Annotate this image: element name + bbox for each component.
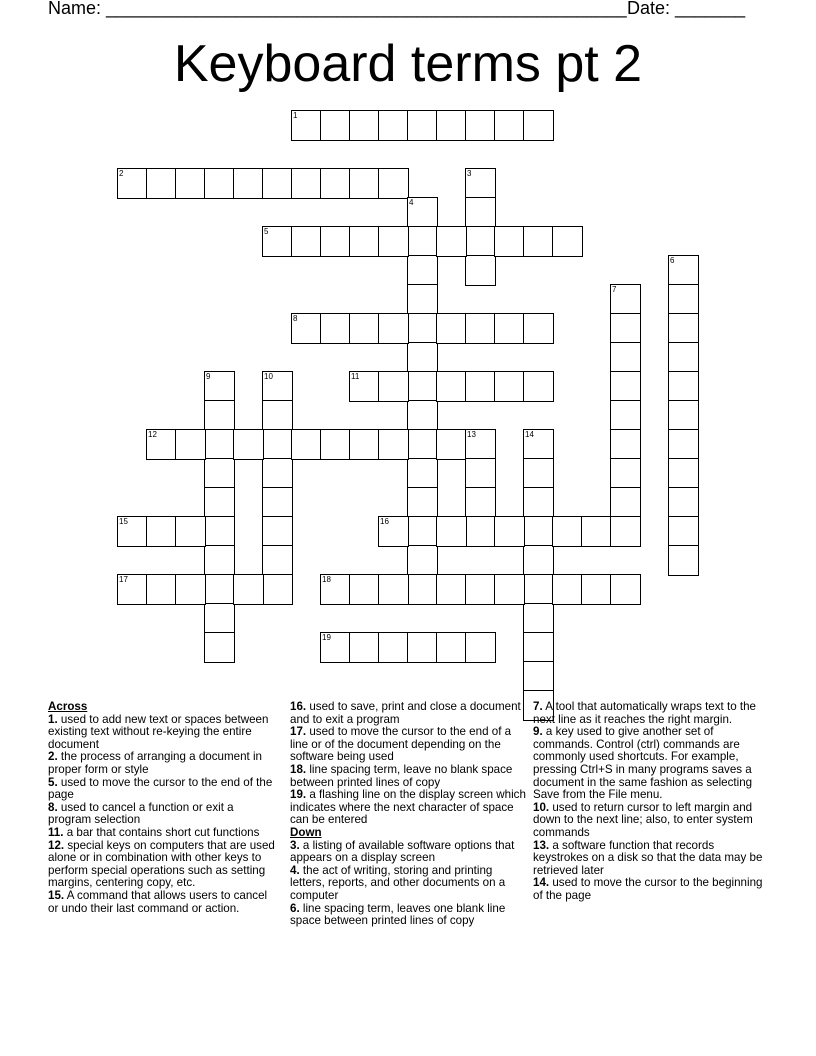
crossword-cell[interactable]: [349, 429, 380, 460]
crossword-cell[interactable]: [204, 371, 235, 402]
crossword-cell[interactable]: [233, 429, 264, 460]
crossword-cell[interactable]: [465, 632, 496, 663]
crossword-cell[interactable]: [262, 429, 293, 460]
crossword-cell[interactable]: [436, 313, 467, 344]
crossword-cell[interactable]: [523, 313, 554, 344]
clue-number: 7: [612, 285, 617, 294]
clue-item: [48, 890, 280, 915]
clue-item-text: A tool that automatically wraps text to the next line as it reaches the right margin.: [533, 700, 756, 726]
crossword-cell[interactable]: [146, 429, 177, 460]
clue-item-number: 5.: [48, 775, 58, 789]
clue-item-text: a listing of available software options that appears on a display screen: [290, 838, 515, 865]
crossword-cell[interactable]: [465, 255, 496, 286]
clue-number: 15: [119, 517, 128, 526]
crossword-cell[interactable]: [436, 226, 467, 257]
clue-item-text: a flashing line on the display screen which indicates where the next character of space can be entered: [290, 788, 526, 827]
clue-item: [290, 865, 528, 903]
clue-item: [533, 802, 771, 840]
crossword-cell[interactable]: [523, 545, 554, 576]
crossword-cell[interactable]: [378, 226, 409, 257]
clue-item-number: 12.: [48, 838, 65, 852]
clue-item-number: 2.: [48, 750, 58, 764]
crossword-cell[interactable]: [378, 313, 409, 344]
crossword-cell[interactable]: [610, 284, 641, 315]
clue-item-number: 11.: [48, 825, 64, 839]
clue-item-text: special keys on computers that are used alone or in combination with other keys to perform special operations such as setting margins, centering copy, etc.: [48, 838, 275, 890]
crossword-cell[interactable]: [175, 574, 206, 605]
crossword-cell[interactable]: [262, 226, 293, 257]
crossword-cell[interactable]: [117, 574, 148, 605]
crossword-cell[interactable]: [610, 429, 641, 460]
crossword-cell[interactable]: [262, 516, 293, 547]
crossword-cell[interactable]: [291, 226, 322, 257]
clue-item-number: 13.: [533, 838, 550, 852]
clue-number: 17: [119, 575, 128, 584]
clue-item-number: 18.: [290, 762, 307, 776]
clue-item-text: used to cancel a function or exit a program selection: [48, 800, 234, 827]
crossword-cell[interactable]: [407, 516, 438, 547]
clue-item-number: 3.: [290, 838, 300, 852]
crossword-cell[interactable]: [610, 458, 641, 489]
crossword-cell[interactable]: [523, 661, 554, 692]
crossword-cell[interactable]: [668, 545, 699, 576]
crossword-cell[interactable]: [378, 632, 409, 663]
clue-item-number: 7.: [533, 700, 543, 713]
crossword-cell[interactable]: [349, 632, 380, 663]
crossword-cell[interactable]: [465, 458, 496, 489]
clue-number: 11: [351, 372, 360, 381]
page-title: Keyboard terms pt 2: [173, 35, 643, 93]
clue-item-text: used to return cursor to left margin and down to the next line; also, to enter system commands: [533, 800, 753, 839]
crossword-cell[interactable]: [204, 168, 235, 199]
crossword-cell[interactable]: [610, 371, 641, 402]
crossword-cell[interactable]: [407, 226, 438, 257]
down-heading: Down: [290, 825, 322, 839]
crossword-cell[interactable]: [407, 284, 438, 315]
clue-item: [290, 764, 528, 789]
clue-item: [533, 840, 771, 878]
clue-item-text: the process of arranging a document in proper form or style: [48, 750, 262, 776]
crossword-cell[interactable]: [146, 574, 177, 605]
crossword-cell[interactable]: [552, 516, 583, 547]
clue-number: 2: [119, 169, 124, 178]
clue-item-text: a bar that contains short cut functions: [66, 825, 260, 839]
crossword-cell[interactable]: [668, 429, 699, 460]
crossword-cell[interactable]: [262, 371, 293, 402]
clue-number: 3: [467, 169, 472, 178]
crossword-cell[interactable]: [407, 458, 438, 489]
crossword-cell[interactable]: [465, 429, 496, 460]
clue-item-number: 15.: [48, 888, 65, 902]
crossword-cell[interactable]: [465, 574, 496, 605]
crossword-cell[interactable]: [320, 226, 351, 257]
crossword-cell[interactable]: [494, 226, 525, 257]
crossword-cell[interactable]: [523, 632, 554, 663]
crossword-cell[interactable]: [407, 574, 438, 605]
clue-item-number: 19.: [290, 788, 307, 802]
clue-item-number: 6.: [290, 901, 300, 915]
crossword-cell[interactable]: [262, 400, 293, 431]
clue-number: 1: [293, 111, 298, 120]
crossword-cell[interactable]: [407, 110, 438, 141]
name-field-label: Name: ____________________________________________________: [48, 0, 627, 18]
crossword-cell[interactable]: [465, 371, 496, 402]
crossword-cell[interactable]: [233, 574, 264, 605]
crossword-cell[interactable]: [291, 429, 322, 460]
crossword-cell[interactable]: [436, 574, 467, 605]
crossword-cell[interactable]: [204, 603, 235, 634]
clue-item: [48, 802, 280, 827]
clue-item-number: 10.: [533, 800, 550, 814]
crossword-cell[interactable]: [378, 574, 409, 605]
crossword-cell[interactable]: [610, 342, 641, 373]
crossword-cell[interactable]: [581, 574, 612, 605]
crossword-cell[interactable]: [494, 110, 525, 141]
crossword-cell[interactable]: [320, 313, 351, 344]
crossword-cell[interactable]: [436, 110, 467, 141]
crossword-cell[interactable]: [146, 168, 177, 199]
crossword-cell[interactable]: [610, 516, 641, 547]
crossword-cell[interactable]: [436, 371, 467, 402]
clue-item-number: 16.: [290, 700, 307, 713]
crossword-cell[interactable]: [117, 168, 148, 199]
clue-item: [48, 777, 280, 802]
crossword-cell[interactable]: [407, 429, 438, 460]
crossword-cell[interactable]: [407, 632, 438, 663]
crossword-cell[interactable]: [349, 168, 380, 199]
crossword-cell[interactable]: [262, 545, 293, 576]
clue-item-number: 8.: [48, 800, 58, 814]
clue-item: [290, 789, 528, 827]
crossword-cell[interactable]: [320, 429, 351, 460]
crossword-cell[interactable]: [349, 574, 380, 605]
clue-number: 6: [670, 256, 675, 265]
crossword-cell[interactable]: [349, 313, 380, 344]
crossword-cell[interactable]: [320, 110, 351, 141]
date-field-label: Date: _______: [627, 0, 746, 18]
clue-item-number: 14.: [533, 876, 550, 890]
crossword-cell[interactable]: [204, 632, 235, 663]
clue-item: [533, 877, 771, 902]
crossword-cell[interactable]: [320, 574, 351, 605]
crossword-cell[interactable]: [204, 487, 235, 518]
crossword-cell[interactable]: [523, 458, 554, 489]
clues-column-1: [48, 701, 280, 915]
clue-item-text: the act of writing, storing and printing letters, reports, and other documents on a computer: [290, 863, 506, 902]
crossword-cell[interactable]: [204, 545, 235, 576]
crossword-cell[interactable]: [465, 313, 496, 344]
clue-number: 14: [525, 430, 534, 439]
clue-item: [290, 903, 528, 928]
crossword-cell[interactable]: [436, 429, 467, 460]
across-heading: Across: [48, 700, 88, 713]
crossword-cell[interactable]: [262, 458, 293, 489]
crossword-cell[interactable]: [523, 371, 554, 402]
clues-column-3: [533, 701, 771, 903]
clue-number: 12: [148, 430, 157, 439]
crossword-cell[interactable]: [523, 226, 554, 257]
crossword-cell[interactable]: [320, 168, 351, 199]
crossword-cell[interactable]: [465, 168, 496, 199]
crossword-cell[interactable]: [349, 226, 380, 257]
clue-item-text: line spacing term, leave no blank space between printed lines of copy: [290, 762, 513, 789]
crossword-cell[interactable]: [523, 603, 554, 634]
crossword-cell[interactable]: [523, 487, 554, 518]
crossword-cell[interactable]: [349, 110, 380, 141]
crossword-cell[interactable]: [407, 400, 438, 431]
crossword-cell[interactable]: [378, 110, 409, 141]
crossword-cell[interactable]: [204, 429, 235, 460]
crossword-cell[interactable]: [407, 487, 438, 518]
crossword-cell[interactable]: [407, 342, 438, 373]
crossword-cell[interactable]: [668, 371, 699, 402]
clue-item-text: used to move the cursor to the end of a line or of the document depending on the software being used: [290, 725, 512, 764]
clue-item-text: used to add new text or spaces between existing text without re-keying the entire document: [48, 712, 269, 751]
crossword-cell[interactable]: [204, 458, 235, 489]
crossword-cell[interactable]: [291, 313, 322, 344]
crossword-cell[interactable]: [465, 516, 496, 547]
crossword-cell[interactable]: [436, 516, 467, 547]
crossword-cell[interactable]: [320, 632, 351, 663]
crossword-cell[interactable]: [407, 255, 438, 286]
crossword-cell[interactable]: [494, 371, 525, 402]
crossword-cell[interactable]: [378, 371, 409, 402]
clue-item-text: A command that allows users to cancel or undo their last command or action.: [48, 888, 268, 915]
clue-item: [48, 714, 280, 752]
clue-item-text: used to save, print and close a document and to exit a program: [290, 700, 521, 726]
clue-item: [48, 751, 280, 776]
crossword-cell[interactable]: [407, 313, 438, 344]
crossword-cell[interactable]: [668, 342, 699, 373]
crossword-cell[interactable]: [262, 574, 293, 605]
crossword-cell[interactable]: [610, 400, 641, 431]
clue-item-text: a key used to give another set of commands. Control (ctrl) commands are commonly used shortcuts. For example, pressing Ctrl+S in many programs saves a document in the same fashion as selecting Save from the File menu.: [533, 725, 753, 802]
clue-number: 8: [293, 314, 298, 323]
crossword-cell[interactable]: [204, 574, 235, 605]
clue-item: [290, 701, 528, 726]
crossword-cell[interactable]: [668, 487, 699, 518]
crossword-cell[interactable]: [233, 168, 264, 199]
crossword-cell[interactable]: [175, 168, 206, 199]
crossword-cell[interactable]: [523, 574, 554, 605]
clue-number: 5: [264, 227, 269, 236]
clue-item-text: line spacing term, leaves one blank line space between printed lines of copy: [290, 901, 506, 928]
crossword-cell[interactable]: [523, 110, 554, 141]
crossword-cell[interactable]: [523, 516, 554, 547]
crossword-cell[interactable]: [610, 574, 641, 605]
crossword-cell[interactable]: [117, 516, 148, 547]
crossword-cell[interactable]: [494, 516, 525, 547]
crossword-cell[interactable]: [407, 197, 438, 228]
crossword-cell[interactable]: [523, 429, 554, 460]
crossword-cell[interactable]: [407, 545, 438, 576]
crossword-cell[interactable]: [465, 226, 496, 257]
clue-item: [48, 840, 280, 890]
clue-item: [533, 701, 771, 726]
crossword-cell[interactable]: [291, 168, 322, 199]
crossword-cell[interactable]: [610, 313, 641, 344]
clue-item: [290, 726, 528, 764]
crossword-cell[interactable]: [378, 516, 409, 547]
crossword-cell[interactable]: [204, 400, 235, 431]
clue-item-text: a software function that records keystrokes on a disk so that the data may be retrieved later: [533, 838, 763, 877]
clue-item-number: 4.: [290, 863, 300, 877]
clue-item: [533, 726, 771, 802]
clue-number: 13: [467, 430, 476, 439]
clue-number: 16: [380, 517, 389, 526]
crossword-cell[interactable]: [668, 516, 699, 547]
crossword-cell[interactable]: [465, 197, 496, 228]
crossword-cell[interactable]: [175, 429, 206, 460]
crossword-cell[interactable]: [175, 516, 206, 547]
crossword-cell[interactable]: [262, 168, 293, 199]
clue-number: 18: [322, 575, 331, 584]
crossword-cell[interactable]: [668, 400, 699, 431]
crossword-cell[interactable]: [436, 632, 467, 663]
clue-number: 19: [322, 633, 331, 642]
crossword-cell[interactable]: [407, 371, 438, 402]
crossword-cell[interactable]: [146, 516, 177, 547]
clue-item-number: 9.: [533, 725, 543, 739]
crossword-cell[interactable]: [494, 313, 525, 344]
crossword-cell[interactable]: [378, 168, 409, 199]
clue-item: [290, 840, 528, 865]
crossword-cell[interactable]: [552, 574, 583, 605]
clue-number: 10: [264, 372, 273, 381]
crossword-cell[interactable]: [668, 458, 699, 489]
crossword-cell[interactable]: [465, 487, 496, 518]
crossword-cell[interactable]: [262, 487, 293, 518]
clue-item-number: 17.: [290, 725, 307, 739]
crossword-cell[interactable]: [378, 429, 409, 460]
clue-number: 9: [206, 372, 211, 381]
crossword-cell[interactable]: [291, 110, 322, 141]
crossword-cell[interactable]: [668, 255, 699, 286]
crossword-cell[interactable]: [204, 516, 235, 547]
clue-item-text: used to move the cursor to the end of the page: [48, 775, 273, 802]
crossword-cell[interactable]: [465, 110, 496, 141]
clue-number: 4: [409, 198, 414, 207]
clue-item-number: 1.: [48, 712, 58, 726]
crossword-cell[interactable]: [668, 313, 699, 344]
crossword-cell[interactable]: [581, 516, 612, 547]
crossword-cell[interactable]: [552, 226, 583, 257]
crossword-cell[interactable]: [349, 371, 380, 402]
clues-column-2: [290, 701, 528, 928]
crossword-cell[interactable]: [610, 487, 641, 518]
crossword-cell[interactable]: [494, 574, 525, 605]
crossword-cell[interactable]: [668, 284, 699, 315]
clue-item-text: used to move the cursor to the beginning of the page: [533, 876, 763, 902]
